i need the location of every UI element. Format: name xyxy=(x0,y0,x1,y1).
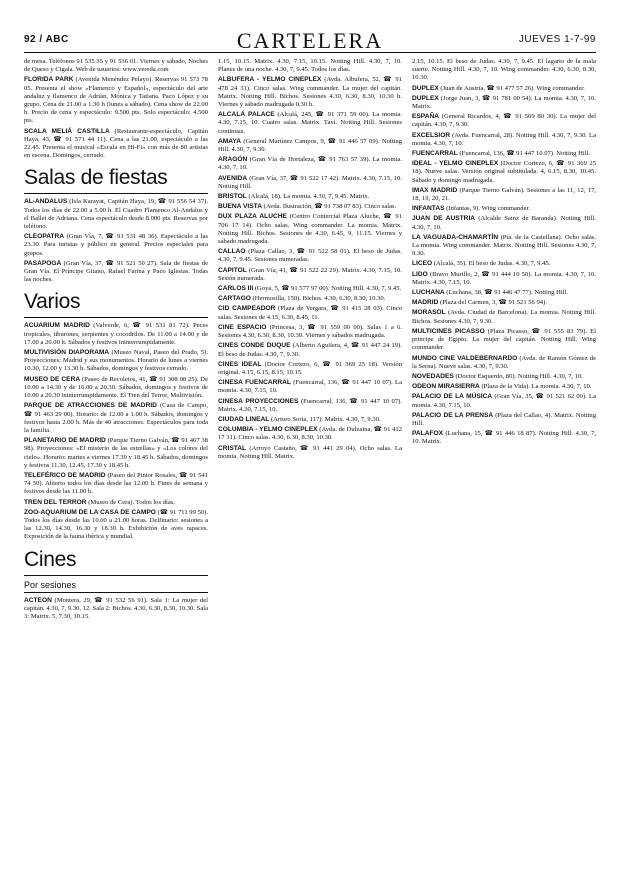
listing-name: ESPAÑA xyxy=(412,113,439,121)
listing-details: 1.15, 10.15. Matrix. 4.30, 7.15, 10.15. Notting Hill. 4.30, 7, 10. Planes de una noche. 4.30, 7, 9.45. Todos los días. xyxy=(218,58,402,74)
listing-name: BUENA VISTA xyxy=(218,203,262,211)
listing-entry xyxy=(218,203,402,211)
cinema-listings xyxy=(412,58,596,447)
listing-name: ALBUFERA - YELMO CINEPLEX xyxy=(218,76,322,84)
listing-entry xyxy=(218,295,402,303)
listing-details: (Avda. Albufera, 52, ☎ 91 478 24 31). Cinco salas. Wing commander. La mujer del capitán. Matrix. Notting Hill. Bichos. Sesiones 4.30, 6.30, 8.30, 10.30 h. Viernes y sábado madrugada 0.30 h. xyxy=(218,76,402,109)
listing-entry xyxy=(218,213,402,246)
listing-details: (Alcalde Sainz de Baranda). Notting Hill. 4.30, 7, 10. xyxy=(412,215,596,231)
listing-name: PALACIO DE LA MÚSICA xyxy=(412,393,493,401)
listing-details: (Plaza Picasso, ☎ 91 555 83 79). El principe de Egipto. La mujer del capitán. Notting Hill. Wing commander. xyxy=(412,327,596,352)
subheading-por-sesiones: Por sesiones xyxy=(24,580,208,593)
listing-entry xyxy=(24,499,208,507)
listing-name: TREN DEL TERROR xyxy=(24,498,87,506)
listing-entry xyxy=(24,58,208,74)
listing-entry xyxy=(24,198,208,231)
listing-entry xyxy=(412,150,596,158)
listing-name: PALACIO DE LA PRENSA xyxy=(412,411,494,419)
listing-name: CLEOPATRA xyxy=(24,233,65,241)
listing-entry xyxy=(412,271,596,287)
listing-name: LA VAGUADA-CHAMARTÍN xyxy=(412,233,499,241)
listing-entry xyxy=(412,412,596,428)
listing-name: DUPLEX xyxy=(412,94,439,102)
listing-details: (Plaza de la Vida). La momia. 4.30, 7, 10. xyxy=(481,383,592,391)
listing-entry xyxy=(218,305,402,321)
listing-name: CIUDAD LINEAL xyxy=(218,415,270,423)
listing-details: (Doctor Cortezo, 6, ☎ 91 369 25 18). Nueve salas. Versión original subtitulada. 4, 6.15, 8.30, 10.45. Sábado y domingo madrugada. xyxy=(412,160,596,184)
listing-name: IDEAL - YELMO CINEPLEX xyxy=(412,160,499,168)
listing-details: (☎ 91 711 99 50). Todos los días desde las 10.00 a 21.00 horas. Delfinario: sesiones a las 12.30, 14.30, 16.30 y 18.30 h. Exhibición de aves rapaces. Exposición de la fauna ibérica y mundial. xyxy=(24,508,208,541)
varios-listings xyxy=(24,322,208,541)
listing-details: de mesa. Teléfonos 91 535 35 y 91 536 01. Viernes y sábado, Noches de Queso y Cigala. Web de usuarios: www.vereda.com xyxy=(24,58,208,74)
listing-entry xyxy=(24,402,208,435)
listing-details: (Avda. Fuencarral, 28). Notting Hill. 4.30, 7, 9.30. La momia. 4.30, 7, 10. xyxy=(412,131,596,147)
listing-details: (Plaza de Vergara, ☎ 91 415 28 03). Cinco salas. Sesiones de 4.15, 6.30, 8.45, 11. xyxy=(218,305,402,321)
listing-name: INFANTAS xyxy=(412,205,445,213)
listing-name: CALLAO xyxy=(218,248,246,256)
listing-name: MUNDO CINE VALDEBERNARDO xyxy=(412,354,518,362)
listing-name: AL-ANDALUS xyxy=(24,198,68,206)
intro-listings xyxy=(24,58,208,160)
issue-date: JUEVES 1-7-99 xyxy=(518,34,596,45)
cinema-listings xyxy=(218,58,402,461)
listing-entry xyxy=(412,289,596,297)
listing-details: (Gran Vía de Hortaleza, ☎ 91 763 57 39). La momia. 4.30, 7, 10. xyxy=(218,156,402,172)
listing-details: (Fuencarral, 136, ☎ 91 447 10 07). Notting Hill. xyxy=(459,150,590,158)
listing-name: CID CAMPEADOR xyxy=(218,305,276,313)
listing-name: ACTEON xyxy=(24,596,52,604)
listing-name: PLANETARIO DE MADRID xyxy=(24,437,106,445)
listing-entry xyxy=(24,509,208,542)
listing-entry xyxy=(412,85,596,93)
listing-details: (Casa de Campo, ☎ 91 463 29 00). Horario: de 12.00 a 1.00 h. Sábados, domingos y festivos hasta 2.00 h. Más de 40 atracciones. Espectáculos para toda la familia. xyxy=(24,402,208,434)
listing-details: (Alcalá, 245, ☎ 91 371 59 00). La momia. 4.30, 7.15, 10. Cuatro salas. Matrix. Taxi. Notting Hill. Sesiones continuas. xyxy=(218,111,402,135)
listing-details: (Infantas, 9). Wing commander. xyxy=(446,205,530,213)
listing-details: (Luchana, 38, ☎ 91 446 47 77). Notting Hill. xyxy=(446,289,569,297)
salas-listings xyxy=(24,198,208,284)
listing-details: (Parque Tierno Galván, ☎ 91 467 38 98). Proyecciones: «El misterio de las estrellas» y «Los colores del cielo». Horario: martes a viernes 17.30 y 18.45 h. Sábados, domingos y festivos 11.30, 12.45, 17.30 y 18.45 h. xyxy=(24,437,208,469)
listing-details: (Alcalá, 35). El beso de Judas. 4.30, 7, 9.45. xyxy=(433,260,551,268)
listing-details: (Hermosilla, 150). Bichos. 4.30, 6.30, 8.30, 10.30. xyxy=(252,295,386,303)
listing-name: ACUARIUM MADRID xyxy=(24,322,90,330)
listing-details: (Gran Vía, 7, ☎ 91 531 48 36). Espectáculo a las 23.30. Para turistas y público en general. Precios especiales para grupos. xyxy=(24,233,208,257)
listing-name: CINES CONDE DUQUE xyxy=(218,342,291,350)
listing-details: (Arturo Soria, 117). Matrix. 4.30, 7, 9.30. xyxy=(270,415,381,423)
listing-details: (Avda. Ilustración, ☎ 91 738 07 83). Cinco salas. xyxy=(263,203,397,211)
listing-entry xyxy=(24,260,208,285)
listing-name: BRISTOL xyxy=(218,193,247,201)
listing-entry xyxy=(412,430,596,446)
listing-details: (Gran Vía, 37, ☎ 91 522 17 42). Matrix. 4.30, 7.15, 10. Notting Hill. xyxy=(218,174,402,190)
listing-entry xyxy=(24,597,208,622)
listing-name: CINESA FUENCARRAL xyxy=(218,379,291,387)
listing-name: IMAX MADRID xyxy=(412,186,458,194)
listing-entry xyxy=(218,445,402,461)
listing-name: COLUMBIA - YELMO CINEPLEX xyxy=(218,426,318,434)
listing-details: (Plaza Callao, 3, ☎ 91 522 58 01). El beso de Judas. 4.30, 7, 9.45. Sesiones numeradas. xyxy=(218,248,402,264)
listing-details: (Bravo Murillo, 2, ☎ 91 444 10 50). La momia. 4.30, 7, 10. Matrix. 4.30, 7.15, 10. xyxy=(412,270,596,286)
column-3 xyxy=(412,58,596,864)
listing-details: (Gran Vía, 37, ☎ 91 521 50 27). Sala de fiestas de Gran Vía. El Príncipe Gitano, Rafael Farina y Paco Iglesias. Todas las noches. xyxy=(24,259,208,284)
listing-details: (Avda. Ciudad de Barcelona). La momia. Notting Hill. Bichos. Sesiones 4.30, 7, 9.30. xyxy=(412,309,596,325)
listing-name: LICEO xyxy=(412,260,433,268)
listing-name: SCALA MELIÁ CASTILLA xyxy=(24,127,110,135)
listing-details: (Jorge Juan, 3, ☎ 91 781 00 54). La momia. 4.30, 7, 10. Matrix. xyxy=(412,94,596,111)
listing-details: (Princesa, 3, ☎ 91 559 00 00). Salas 1 a 6. Sesiones 4.30, 6.30, 8.30, 10.30. Viernes y sábados madrugada. xyxy=(218,323,402,340)
listing-details: (Arroyo Castaño, ☎ 91 441 29 04). Ocho salas. La momia. Notting Hill. Matrix. xyxy=(218,444,402,460)
listing-name: EXCELSIOR xyxy=(412,131,451,139)
listing-entry xyxy=(412,113,596,129)
listing-name: ALCALÁ PALACE xyxy=(218,111,275,119)
listing-details: (Gran Vía, 41, ☎ 91 522 22 29). Matrix. 4.30, 7.15, 10. Sesión numerada. xyxy=(218,266,402,282)
listing-entry xyxy=(412,160,596,185)
listing-entry xyxy=(218,342,402,358)
cines-listings xyxy=(24,597,208,622)
listing-details: (Montera, 29, ☎ 91 532 56 91). Sala 1: La mujer del capitán. 4.30, 7, 9.30, 12. Sala 2: Bichos. 4.30, 6.30, 8.30, 10.30. Sala 3: Matrix. 5, 7.30, 10.15. xyxy=(24,596,208,620)
listing-details: (Fuencarral, 136, ☎ 91 447 10 07). La momia. 4.30, 7.15, 10. xyxy=(218,379,402,395)
listing-details: (Restaurante-espectáculo, Capitán Haya, 43, ☎ 91 571 44 11). Cena a las 21.00, espectáculo a las 22.45. Presenta el musical «Escala en Hi-Fi» con más de 80 artistas en escena. Domingos, cerrado. xyxy=(24,127,208,160)
listing-entry xyxy=(24,376,208,401)
listing-details: (Valverde, 6, ☎ 91 531 81 72). Peces tropicales, tiburones, serpientes y cocodrilos. De 11.00 a 14.00 y de 17.00 a 20.00 h. Sábados y festivos ininterrumpidamente. xyxy=(24,322,208,346)
listing-entry xyxy=(24,437,208,470)
listing-details: (Museo de Cera). Todos los días. xyxy=(88,498,175,506)
listing-entry xyxy=(24,322,208,347)
page-number: 92 / ABC xyxy=(24,34,69,45)
listing-entry xyxy=(218,248,402,264)
listing-name: CINESA PROYECCIONES xyxy=(218,397,299,405)
listing-entry xyxy=(218,426,402,442)
listing-details: (Luchana, 15, ☎ 91 446 18 87). Notting Hill. 4.30, 7, 10. Matrix. xyxy=(412,430,596,446)
listing-entry xyxy=(218,267,402,283)
listing-entry xyxy=(412,187,596,203)
listing-name: PALAFOX xyxy=(412,430,444,438)
listing-entry xyxy=(24,472,208,497)
listing-name: CARTAGO xyxy=(218,295,251,303)
listing-name: MORASOL xyxy=(412,309,446,317)
listing-details: 2.15, 10.15. El beso de Judas. 4.30, 7, 9.45. El lagarto de la mala suerte. Notting Hill. 4.30, 7, 10. Wing commander. 4.30, 6.30, 8.30, 10.30. xyxy=(412,58,596,82)
listing-entry xyxy=(412,205,596,213)
listing-name: FUENCARRAL xyxy=(412,150,458,158)
listing-entry xyxy=(24,76,208,125)
listing-entry xyxy=(412,309,596,325)
listing-entry xyxy=(218,111,402,136)
listing-entry xyxy=(412,260,596,268)
listing-name: MULTICINES PICASSO xyxy=(412,327,485,335)
listing-name: CRISTAL xyxy=(218,444,247,452)
listing-name: MADRID xyxy=(412,299,439,307)
listing-name: MULTIVISIÓN DIAPORAMA xyxy=(24,349,110,357)
listing-name: PARQUE DE ATRACCIONES DE MADRID xyxy=(24,402,157,410)
listing-entry xyxy=(412,95,596,111)
listing-name: ZOO-AQUARIUM DE LA CASA DE CAMPO xyxy=(24,508,156,516)
listing-name: CARLOS III xyxy=(218,285,254,293)
listing-details: (Doctor Esquerdo, 80). Notting Hill. 4.30, 7, 10. xyxy=(455,372,583,380)
listing-name: NOVEDADES xyxy=(412,372,454,380)
listing-entry xyxy=(218,58,402,74)
listing-details: (Goya, 5, ☎ 91 577 97 00). Notting Hill. 4.30, 7, 9.45. xyxy=(254,285,402,293)
listing-entry xyxy=(412,393,596,409)
listing-details: (General Martínez Campos, 9, ☎ 91 446 57 09). Notting Hill. 4.30, 7, 9.30. xyxy=(218,137,402,154)
listing-name: ARAGÓN xyxy=(218,156,248,164)
heading-cines: Cines xyxy=(24,548,208,576)
listing-entry xyxy=(218,138,402,154)
listing-entry xyxy=(218,416,402,424)
listing-entry xyxy=(412,132,596,148)
listing-details: (Plaza del Callao, 4). Matrix. Notting Hill. xyxy=(412,411,596,427)
listing-entry xyxy=(412,58,596,83)
listing-entry xyxy=(218,324,402,340)
listing-details: (Doctor Cortezo, 6, ☎ 91 369 25 18). Versión original. 4.15, 6.15, 8.15, 10.15. xyxy=(218,360,402,376)
listing-entry xyxy=(218,193,402,201)
listing-details: (Museo Naval, Paseo del Prado, 5). Proyecciones: Madrid y sus monumentos. Horario de lunes a viernes 10.30, 12.00 y 13.30 h. Sábados, domingos y festivos cerrado. xyxy=(24,349,208,373)
heading-salas-de-fiestas: Salas de fiestas xyxy=(24,166,208,194)
listing-name: CAPITOL xyxy=(218,266,247,274)
listing-name: PASAPOGA xyxy=(24,259,62,267)
listing-details: (Plaza del Carmen, 3, ☎ 91 521 56 94). xyxy=(440,299,547,307)
listing-name: DUX PLAZA ALUCHE xyxy=(218,213,287,221)
listing-name: CINES IDEAL xyxy=(218,360,262,368)
listing-entry xyxy=(218,175,402,191)
listing-name: LUCHANA xyxy=(412,289,445,297)
listing-name: FLORIDA PARK xyxy=(24,76,74,84)
listing-name: AVENIDA xyxy=(218,174,248,182)
listing-entry xyxy=(412,373,596,381)
listing-details: (Gran Vía, 35, ☎ 91 521 62 09). La momia. 4.30, 7.15, 10. xyxy=(412,393,596,409)
listing-details: (Alcalá, 18). La momia. 4.30, 7, 9.45. Matrix. xyxy=(248,193,370,201)
listing-entry xyxy=(218,76,402,109)
listing-details: (Centro Comercial Plaza Aluche, ☎ 91 706 17 14). Ocho salas. Wing commander. La momia. Matrix. Notting Hill. Bichos. Sesiones de 4.30, 6.45, 9, 11.15. Viernes y sábado madrugada. xyxy=(218,213,402,246)
listing-details: (Isla Karayat, Capitán Haya, 19, ☎ 91 556 54 37). Todos los días de 22.00 a 5.00 h. El Cuadro Flamenco Al-Andalus y el Ballet de Adriana. Cena espectáculo desde 8.000 pts. Reservas por teléfono. xyxy=(24,198,208,231)
listing-entry xyxy=(412,234,596,259)
listing-name: TELEFÉRICO DE MADRID xyxy=(24,471,106,479)
listing-name: AMAYA xyxy=(218,137,241,145)
heading-varios: Varios xyxy=(24,290,208,318)
listing-name: DUPLEX xyxy=(412,84,439,92)
listing-entry xyxy=(412,299,596,307)
listing-details: (Avenida Menéndez Pelayo). Reservas 91 573 78 05. Presenta el show «Flamenco y Español», espectáculo del arte andaluz y flamenco de Adrián, Mónica y Tatiana. Paco López y su grupo. Cena de 21.00 a 1.30 h (lunes a sábado). Cena show de 22.00 h. Precio de cena y espectáculo: 9.500 pts. Solo espectáculo: 4.500 pts. xyxy=(24,76,208,125)
listing-entry xyxy=(218,398,402,414)
listing-name: ODEON MIRASIERRA xyxy=(412,383,480,391)
section-title: CARTELERA xyxy=(236,28,384,53)
listing-entry xyxy=(412,355,596,371)
listing-details: (General Ricardos, 4, ☎ 91 569 80 30). La mujer del capitán. 4.30, 7, 9.30. xyxy=(412,113,596,129)
listing-details: (Fuencarral, 136, ☎ 91 447 10 07). Matrix. 4.30, 7.15, 10. xyxy=(218,397,402,413)
listing-details: (Alberto Aguilera, 4, ☎ 91 447 24 19). El beso de Judas. 4.30, 7, 9.30. xyxy=(218,342,402,358)
listing-name: MUSEO DE CERA xyxy=(24,375,81,383)
column-1 xyxy=(24,58,208,864)
listing-details: (Paseo del Pintor Rosales, ☎ 91 541 74 50). Abierto todos los días desde las 12.00 h. Fines de semana y festivos desde las 11.00 h. xyxy=(24,471,208,496)
page-header xyxy=(24,6,596,53)
listing-name: CINE ESPACIO xyxy=(218,323,267,331)
listing-details: (Avda. de Ramón Gómez de la Serna). Nueve salas. 4.30, 7, 9.30. xyxy=(412,354,596,370)
listing-details: (Pta. de la Castellana). Ocho salas. La momia. Wing commander. Matrix. Notting Hill. Sesiones 4.30, 7, 9.30. xyxy=(412,233,596,258)
header-rule xyxy=(24,52,596,53)
listing-entry xyxy=(218,156,402,172)
listing-entry xyxy=(218,285,402,293)
listing-entry xyxy=(412,215,596,231)
listing-details: (Avda. de Dulzaina, ☎ 91 412 17 31). Cinco salas. 4.30, 6.30, 8.30, 10.30. xyxy=(218,426,402,442)
listing-entry xyxy=(24,233,208,258)
listing-entry xyxy=(412,328,596,353)
listing-entry xyxy=(218,379,402,395)
listing-entry xyxy=(24,128,208,161)
listing-name: JUAN DE AUSTRIA xyxy=(412,215,476,223)
listing-details: (Juan de Austria, ☎ 91 477 57 26). Wing commander. xyxy=(440,84,585,92)
listing-details: (Paseo de Recoletos, 41, ☎ 91 308 08 25). De 10.00 a 14.30 y de 16.00 a 20.30. Sábados, domingos y festivos de 10.00 a 20.30 ininterrumpidamente. El Tren del Terror, Multivisión. xyxy=(24,375,208,400)
listing-details: (Parque Tierno Galván). Sesiones a las 11, 12, 17, 18, 19, 20, 21. xyxy=(412,186,596,203)
listing-entry xyxy=(412,383,596,391)
listing-name: LIDO xyxy=(412,270,428,278)
column-2 xyxy=(218,58,402,864)
listing-entry xyxy=(218,361,402,377)
listing-entry xyxy=(24,349,208,374)
